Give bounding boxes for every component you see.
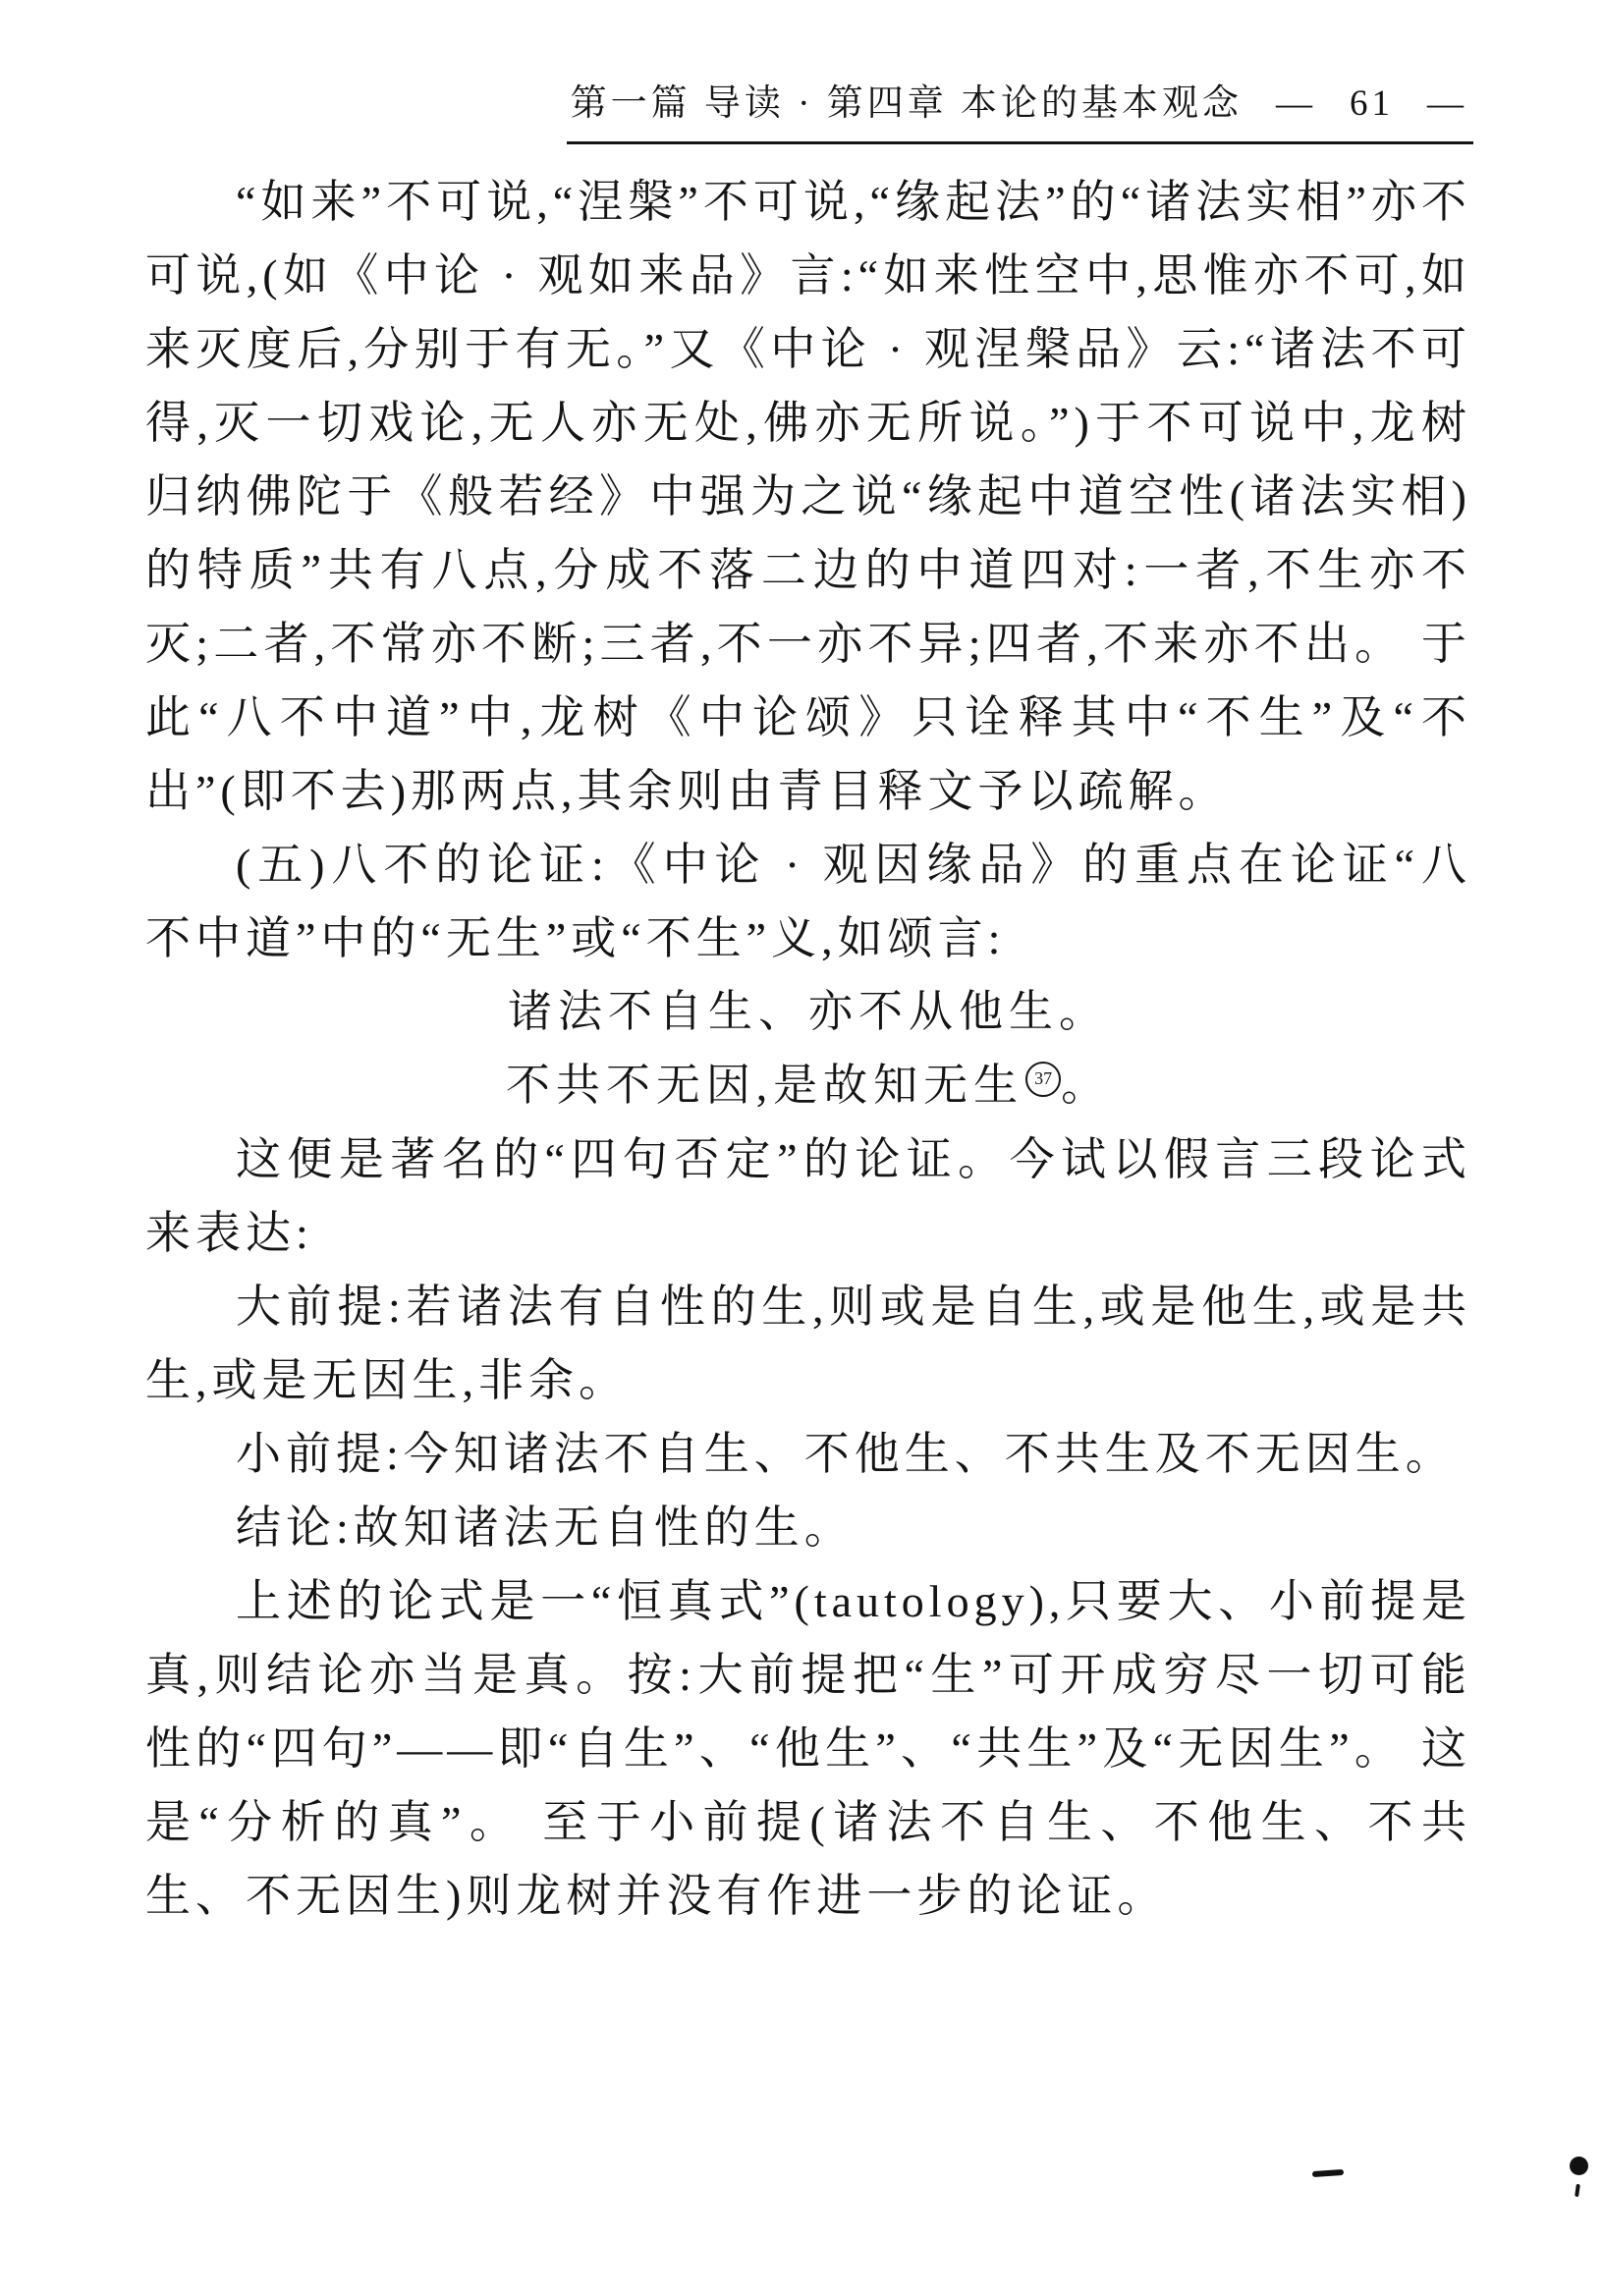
page-number-dash-left: — bbox=[1276, 83, 1316, 124]
paragraph-conclusion: 结论:故知诸法无自性的生。 bbox=[236, 1503, 855, 1553]
page-number: 61 bbox=[1350, 83, 1394, 124]
page-header bbox=[567, 73, 1473, 144]
scan-speck-dot bbox=[1570, 2157, 1588, 2175]
paragraph-tetralemma: 这便是著名的“四句否定”的论证。今试以假言三段论式来表达: bbox=[145, 1134, 1471, 1258]
verse-line-2 bbox=[145, 1049, 1471, 1122]
paragraph-tautology-discussion: 上述的论式是一“恒真式”(tautology),只要大、小前提是真,则结论亦当是真。按:大前提把“生”可开成穷尽一切可能性的“四句”——即“自生”、“他生”、“共生”及“无因生”。 这是“分析的真”。 至于小前提(诸法不自生、不他生、不共生、不无因生)则龙树并没有作进一步的论证。 bbox=[145, 1576, 1471, 1921]
paragraph-argument-intro: (五)八不的论证:《中论 · 观因缘品》的重点在论证“八不中道”中的“无生”或“不生”义,如颂言: bbox=[145, 840, 1471, 963]
verse-line-2-period: 。 bbox=[1061, 1061, 1112, 1110]
verse-line-1: 诸法不自生、亦不从他生。 bbox=[507, 987, 1109, 1036]
verse-line-2-text: 不共不无因,是故知无生 bbox=[505, 1061, 1024, 1110]
page-body bbox=[145, 165, 1471, 1933]
paragraph-major-premise: 大前提:若诸法有自性的生,则或是自生,或是他生,或是共生,或是无因生,非余。 bbox=[145, 1282, 1471, 1405]
page-number-dash-right: — bbox=[1427, 83, 1467, 124]
header-rule bbox=[567, 73, 1473, 144]
scan-speck-tick bbox=[1575, 2184, 1580, 2197]
paragraph-minor-premise: 小前提:今知诸法不自生、不他生、不共生及不无因生。 bbox=[236, 1429, 1456, 1479]
scan-speck-dash bbox=[1312, 2169, 1344, 2177]
footnote-ref-circled-37: 37 bbox=[1025, 1062, 1061, 1097]
chapter-title: 第一篇 导读 · 第四章 本论的基本观念 bbox=[570, 83, 1243, 124]
paragraph-eight-negations: “如来”不可说,“涅槃”不可说,“缘起法”的“诸法实相”亦不可说,(如《中论 · 观如来品》言:“如来性空中,思惟亦不可,如来灭度后,分别于有无。”又《中论 · 观涅槃品》云:“诸法不可得,灭一切戏论,无人亦无处,佛亦无所说。”)于不可说中,龙树归纳佛陀于《般若经》中强为之说“缘起中道空性(诸法实相)的特质”共有八点,分成不落二边的中道四对:一者,不生亦不灭;二者,不常亦不断;三者,不一亦不异;四者,不来亦不出。 于此“八不中道”中,龙树《中论颂》只诠释其中“不生”及“不出”(即不去)那两点,其余则由青目释文予以疏解。 bbox=[145, 177, 1471, 816]
